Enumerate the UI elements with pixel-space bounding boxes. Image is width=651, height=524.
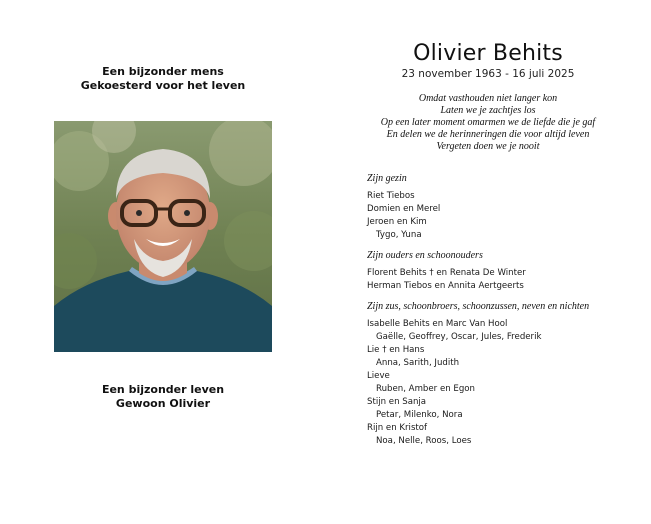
tagline-top-line-1: Een bijzonder mens — [102, 65, 224, 78]
family-line: Ruben, Amber en Egon — [376, 384, 475, 394]
tagline-top-line-2: Gekoesterd voor het leven — [80, 79, 246, 92]
family-line: Isabelle Behits en Marc Van Hool — [367, 319, 508, 329]
poem-line: Omdat vasthouden niet langer kon — [418, 93, 558, 104]
life-dates: 23 november 1963 - 16 juli 2025 — [401, 68, 575, 80]
family-line: Petar, Milenko, Nora — [376, 410, 463, 420]
family-line: Herman Tiebos en Annita Aertgeerts — [367, 281, 524, 291]
family-line: Stijn en Sanja — [367, 397, 427, 407]
portrait-photo — [54, 121, 272, 352]
deceased-name: Olivier Behits — [413, 41, 563, 66]
family-line: Lieve — [367, 371, 390, 381]
tagline-top — [54, 65, 272, 93]
family-line: Noa, Nelle, Roos, Loes — [376, 436, 472, 446]
family-line: Florent Behits † en Renata De Winter — [367, 268, 526, 278]
tagline-bottom — [54, 383, 272, 411]
section-title: Zijn zus, schoonbroers, schoonzussen, neven en nichten — [367, 301, 590, 312]
family-line: Riet Tiebos — [367, 191, 415, 201]
section-title: Zijn gezin — [367, 173, 407, 184]
family-line: Domien en Merel — [367, 204, 441, 214]
family-line: Gaëlle, Geoffrey, Oscar, Jules, Frederik — [376, 332, 542, 342]
section-title: Zijn ouders en schoonouders — [367, 250, 483, 261]
poem — [352, 93, 624, 153]
family-line: Jeroen en Kim — [367, 217, 427, 227]
poem-line: En delen we de herinneringen die voor altijd leven — [386, 129, 590, 140]
poem-line: Laten we je zachtjes los — [440, 105, 536, 116]
section-gezin — [367, 172, 627, 242]
family-line: Lie † en Hans — [367, 345, 425, 355]
tagline-bottom-line-2: Gewoon Olivier — [115, 397, 211, 410]
family-line: Rijn en Kristof — [367, 423, 428, 433]
section-ouders — [367, 249, 627, 293]
section-zus — [367, 300, 627, 448]
family-line: Anna, Sarith, Judith — [376, 358, 460, 368]
family-line: Tygo, Yuna — [376, 230, 422, 240]
tagline-bottom-line-1: Een bijzonder leven — [101, 383, 225, 396]
poem-line: Vergeten doen we je nooit — [436, 141, 540, 152]
poem-line: Op een later moment omarmen we de liefde die je gaf — [380, 117, 596, 128]
family-list — [367, 172, 627, 455]
